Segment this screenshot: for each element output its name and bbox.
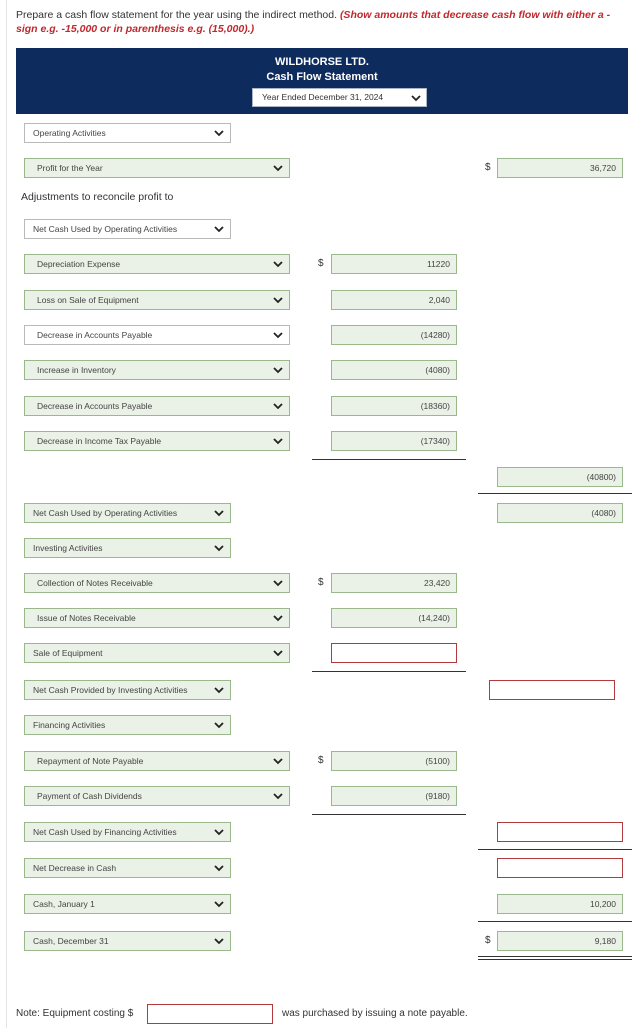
operating-item-label: Increase in Inventory	[37, 365, 116, 375]
cash-begin-select[interactable]	[24, 894, 231, 914]
operating-activities-select[interactable]	[24, 123, 231, 143]
currency-symbol: $	[318, 258, 324, 269]
net-change-select[interactable]	[24, 858, 231, 878]
chevron-down-icon	[214, 544, 224, 552]
profit-label: Profit for the Year	[37, 163, 103, 173]
cash-begin-input[interactable]: 10,200	[497, 894, 623, 914]
total-adjustments-input[interactable]: (40800)	[497, 467, 623, 487]
operating-item-select[interactable]	[24, 360, 290, 380]
financing-activities-label: Financing Activities	[33, 720, 106, 730]
instructions-text: Prepare a cash flow statement for the year using the indirect method.	[16, 9, 338, 21]
chevron-down-icon	[214, 900, 224, 908]
chevron-down-icon	[273, 792, 283, 800]
company-name: WILDHORSE LTD.	[275, 56, 369, 68]
note-equipment-input[interactable]	[147, 1004, 273, 1024]
net-financing-input[interactable]	[497, 822, 623, 842]
chevron-down-icon	[214, 828, 224, 836]
subtotal-rule	[312, 459, 466, 460]
net-change-label: Net Decrease in Cash	[33, 863, 117, 873]
chevron-down-icon	[214, 509, 224, 517]
operating-item-input[interactable]: 11220	[331, 254, 457, 274]
statement-title: Cash Flow Statement	[266, 71, 378, 83]
net-operating-select[interactable]	[24, 503, 231, 523]
chevron-down-icon	[273, 366, 283, 374]
operating-item-select[interactable]	[24, 290, 290, 310]
investing-item-select[interactable]	[24, 608, 290, 628]
chevron-down-icon	[273, 579, 283, 587]
investing-item-label: Sale of Equipment	[33, 648, 103, 658]
operating-item-select[interactable]	[24, 396, 290, 416]
instructions	[16, 8, 628, 36]
adjustments-select-label: Net Cash Used by Operating Activities	[33, 224, 178, 234]
investing-item-select[interactable]	[24, 643, 290, 663]
operating-item-input[interactable]: (17340)	[331, 431, 457, 451]
net-financing-label: Net Cash Used by Financing Activities	[33, 827, 177, 837]
page-edge	[6, 0, 7, 1028]
subtotal-rule	[478, 849, 632, 850]
note-suffix: was purchased by issuing a note payable.	[282, 1008, 468, 1019]
operating-activities-label: Operating Activities	[33, 128, 106, 138]
financing-item-select[interactable]	[24, 786, 290, 806]
statement-header	[16, 48, 628, 114]
currency-symbol: $	[485, 162, 491, 173]
chevron-down-icon	[273, 402, 283, 410]
chevron-down-icon	[214, 937, 224, 945]
net-investing-label: Net Cash Provided by Investing Activities	[33, 685, 188, 695]
financing-item-input[interactable]: (9180)	[331, 786, 457, 806]
operating-item-label: Decrease in Income Tax Payable	[37, 436, 162, 446]
profit-select[interactable]	[24, 158, 290, 178]
note-prefix: Note: Equipment costing $	[16, 1008, 134, 1019]
net-operating-input[interactable]: (4080)	[497, 503, 623, 523]
operating-item-input[interactable]: 2,040	[331, 290, 457, 310]
profit-input[interactable]: 36,720	[497, 158, 623, 178]
financing-item-select[interactable]	[24, 751, 290, 771]
chevron-down-icon	[273, 614, 283, 622]
net-financing-select[interactable]	[24, 822, 231, 842]
investing-item-select[interactable]	[24, 573, 290, 593]
currency-symbol: $	[318, 755, 324, 766]
chevron-down-icon	[273, 260, 283, 268]
operating-item-input[interactable]: (14280)	[331, 325, 457, 345]
adjustments-select[interactable]	[24, 219, 231, 239]
operating-item-label: Depreciation Expense	[37, 259, 121, 269]
chevron-down-icon	[273, 649, 283, 657]
chevron-down-icon	[214, 721, 224, 729]
investing-activities-select[interactable]	[24, 538, 231, 558]
investing-item-label: Issue of Notes Receivable	[37, 613, 136, 623]
operating-item-label: Decrease in Accounts Payable	[37, 330, 153, 340]
chevron-down-icon	[214, 686, 224, 694]
investing-activities-label: Investing Activities	[33, 543, 103, 553]
cash-end-select[interactable]	[24, 931, 231, 951]
investing-item-label: Collection of Notes Receivable	[37, 578, 153, 588]
cash-begin-label: Cash, January 1	[33, 899, 95, 909]
chevron-down-icon	[411, 94, 421, 102]
operating-item-select[interactable]	[24, 254, 290, 274]
currency-symbol: $	[318, 577, 324, 588]
total-double-rule	[478, 956, 632, 960]
chevron-down-icon	[273, 296, 283, 304]
financing-item-label: Payment of Cash Dividends	[37, 791, 142, 801]
subtotal-rule	[478, 921, 632, 922]
net-investing-select[interactable]	[24, 680, 231, 700]
chevron-down-icon	[273, 437, 283, 445]
chevron-down-icon	[273, 331, 283, 339]
operating-item-label: Decrease in Accounts Payable	[37, 401, 153, 411]
chevron-down-icon	[214, 129, 224, 137]
operating-item-input[interactable]: (4080)	[331, 360, 457, 380]
net-investing-input[interactable]	[489, 680, 615, 700]
currency-symbol: $	[485, 935, 491, 946]
investing-item-input[interactable]: (14,240)	[331, 608, 457, 628]
net-operating-label: Net Cash Used by Operating Activities	[33, 508, 178, 518]
operating-item-input[interactable]: (18360)	[331, 396, 457, 416]
chevron-down-icon	[214, 225, 224, 233]
financing-activities-select[interactable]	[24, 715, 231, 735]
subtotal-rule	[312, 814, 466, 815]
cash-end-input[interactable]: 9,180	[497, 931, 623, 951]
investing-item-input[interactable]: 23,420	[331, 573, 457, 593]
investing-item-input[interactable]	[331, 643, 457, 663]
financing-item-input[interactable]: (5100)	[331, 751, 457, 771]
chevron-down-icon	[273, 757, 283, 765]
chevron-down-icon	[273, 164, 283, 172]
cash-end-label: Cash, December 31	[33, 936, 109, 946]
instructions-note: (Show amounts that decrease cash flow with either a - sign e.g. -15,000 or in parenthesis e.g. (15,000).)	[16, 9, 611, 35]
operating-item-select[interactable]	[24, 431, 290, 451]
net-change-input[interactable]	[497, 858, 623, 878]
operating-item-label: Loss on Sale of Equipment	[37, 295, 139, 305]
subtotal-rule	[312, 671, 466, 672]
period-select[interactable]	[252, 88, 427, 107]
adjustments-text: Adjustments to reconcile profit to	[21, 191, 174, 203]
period-select-value: Year Ended December 31, 2024	[262, 92, 384, 102]
financing-item-label: Repayment of Note Payable	[37, 756, 144, 766]
chevron-down-icon	[214, 864, 224, 872]
subtotal-rule	[478, 493, 632, 494]
operating-item-select[interactable]	[24, 325, 290, 345]
